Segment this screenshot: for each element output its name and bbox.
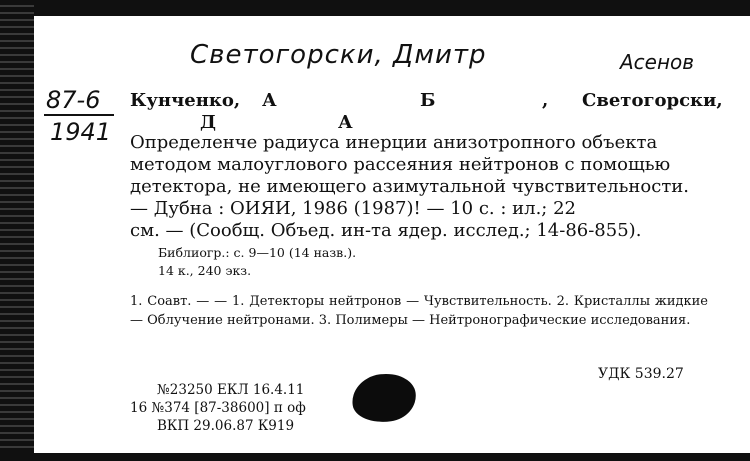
title-line: методом малоуглового рассеяния нейтронов с помощью <box>130 154 671 175</box>
registration-block <box>130 381 306 435</box>
author-initial-b: Б <box>420 90 436 111</box>
subject-tracing: 1. Соавт. — — 1. Детекторы нейтронов — Чувствительность. 2. Кристаллы жидкие — Облучение нейтронами. 3. Полимеры — Нейтронографические исследования. <box>130 294 708 328</box>
price-note: 14 к., 240 экз. <box>158 263 252 278</box>
notes-block <box>158 244 356 280</box>
registration-line: 16 №374 [87-38600] п оф <box>130 400 306 416</box>
heading-comma: , <box>542 90 549 111</box>
title-line: — Дубна : ОИЯИ, 1986 (1987)! — 10 с. : ил.; 22 <box>130 198 576 219</box>
top-border <box>0 0 750 16</box>
title-line: см. — (Сообщ. Объед. ин-та ядер. исслед.; 14-86-855). <box>130 220 642 241</box>
title-line: детектора, не имеющего азимутальной чувствительности. <box>130 176 690 197</box>
udk-code: УДК 539.27 <box>598 366 684 382</box>
bibliography-note: Библиогр.: с. 9—10 (14 назв.). <box>158 245 357 260</box>
registration-line: №23250 ЕКЛ 16.4.11 <box>157 382 305 398</box>
author-initial-a: А <box>262 90 277 111</box>
coauthor-initial-d: Д <box>200 112 217 133</box>
handwritten-year: 1941 <box>50 118 112 146</box>
coauthor-initial-a: А <box>338 112 353 133</box>
title-line: Определенче радиуса инерции анизотропного объекта <box>130 132 658 153</box>
title-block <box>130 132 710 242</box>
bottom-border <box>0 453 750 461</box>
left-border <box>0 0 34 461</box>
handwritten-header: Светогорски, Дмитр <box>190 40 487 70</box>
author-surname: Кунченко, <box>130 90 241 111</box>
ink-blot-stamp <box>349 370 419 426</box>
shelf-number-underline <box>44 114 114 116</box>
registration-line: ВКП 29.06.87 К919 <box>157 418 295 434</box>
handwritten-shelf-number: 87-6 <box>46 86 101 114</box>
coauthor-surname: Светогорски, <box>582 90 723 111</box>
handwritten-extra-name: Асенов <box>620 50 695 74</box>
